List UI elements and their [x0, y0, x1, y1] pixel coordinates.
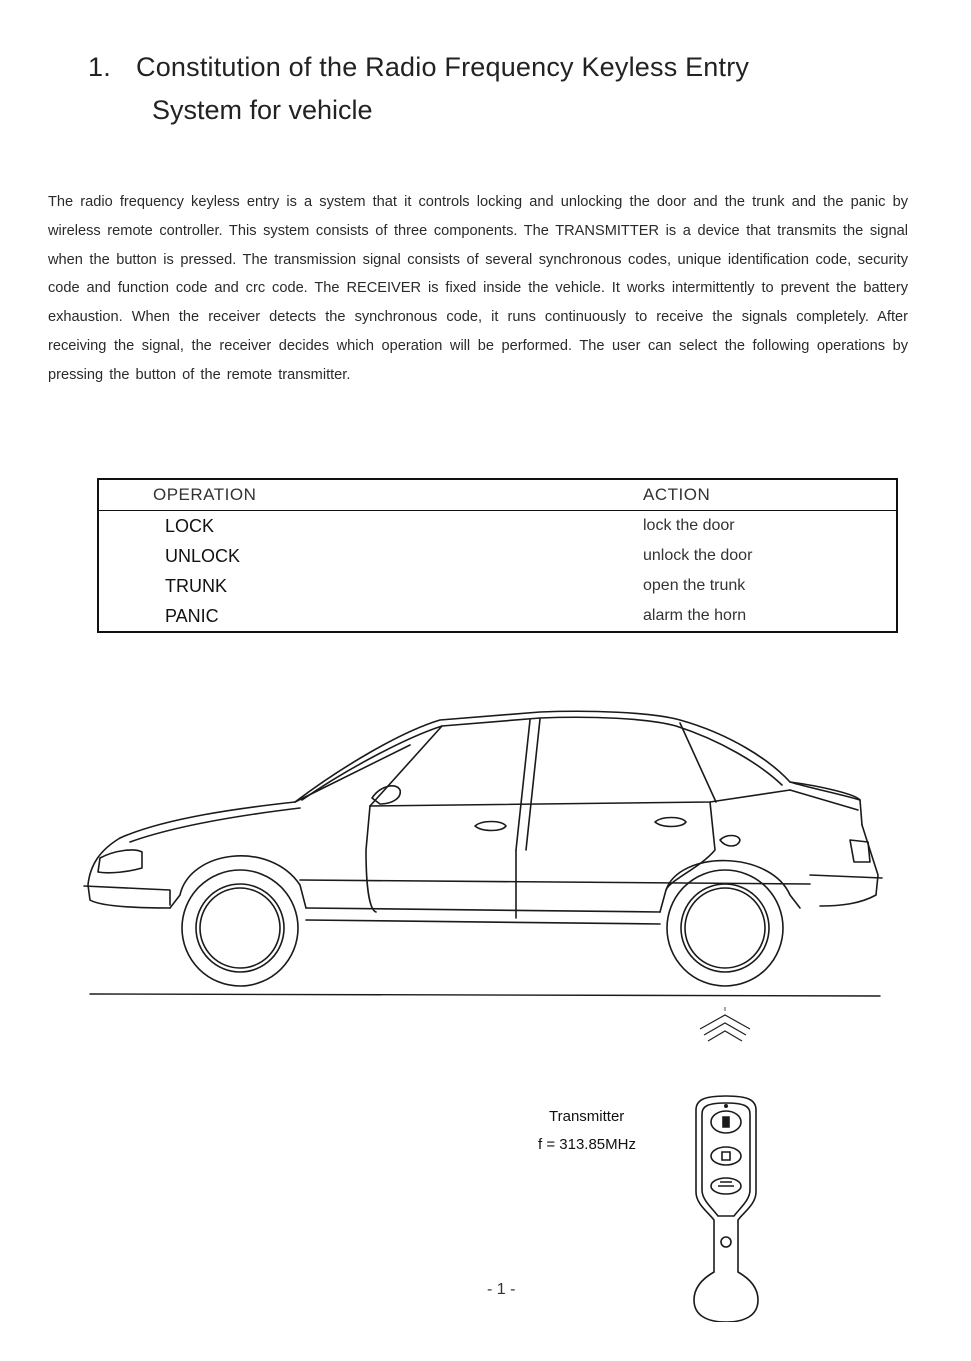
action-cell: unlock the door: [643, 547, 753, 564]
action-cell: alarm the horn: [643, 607, 747, 624]
signal-waves-icon: [680, 1003, 770, 1053]
car-illustration: [70, 690, 900, 1050]
heading-number: 1.: [88, 52, 111, 82]
heading-line-1: [88, 52, 749, 83]
action-cell: lock the door: [643, 517, 735, 534]
page-number: - 1 -: [487, 1281, 516, 1298]
operations-table: [97, 478, 898, 633]
transmitter-frequency: f = 313.85MHz: [538, 1136, 636, 1153]
header-action: ACTION: [643, 479, 897, 511]
heading-line-2: System for vehicle: [152, 95, 373, 125]
table-row: [98, 571, 897, 601]
table-row: [98, 511, 897, 542]
intro-paragraph: The radio frequency keyless entry is a system that it controls locking and unlocking the door and the trunk and the panic by wireless remote controller. This system consists of three components. The TRANSMITTER is a device that transmits the signal when the button is pressed. The transmission signal consists of several synchronous codes, unique identification code, security code and function code and crc code. The RECEIVER is fixed inside the vehicle. It works intermittently to prevent the battery exhaustion. When the receiver detects the synchronous code, it runs continuously to receive the signals completely. After receiving the signal, the receiver decides which operation will be performed. The user can select the following operations by pressing the button of the remote transmitter.: [48, 194, 908, 383]
table-header-row: [98, 479, 897, 511]
operation-cell: PANIC: [165, 605, 219, 626]
action-cell: open the trunk: [643, 577, 746, 594]
section-heading: [88, 52, 749, 126]
operation-cell: UNLOCK: [165, 545, 241, 566]
heading-text: Constitution of the Radio Frequency Keyless Entry: [136, 52, 750, 82]
header-operation: OPERATION: [98, 479, 643, 511]
operation-cell: TRUNK: [165, 575, 227, 596]
table-row: [98, 541, 897, 571]
operation-cell: LOCK: [165, 515, 215, 536]
key-fob-icon: [686, 1092, 766, 1322]
transmitter-label: Transmitter: [549, 1108, 625, 1125]
table-row: [98, 601, 897, 632]
